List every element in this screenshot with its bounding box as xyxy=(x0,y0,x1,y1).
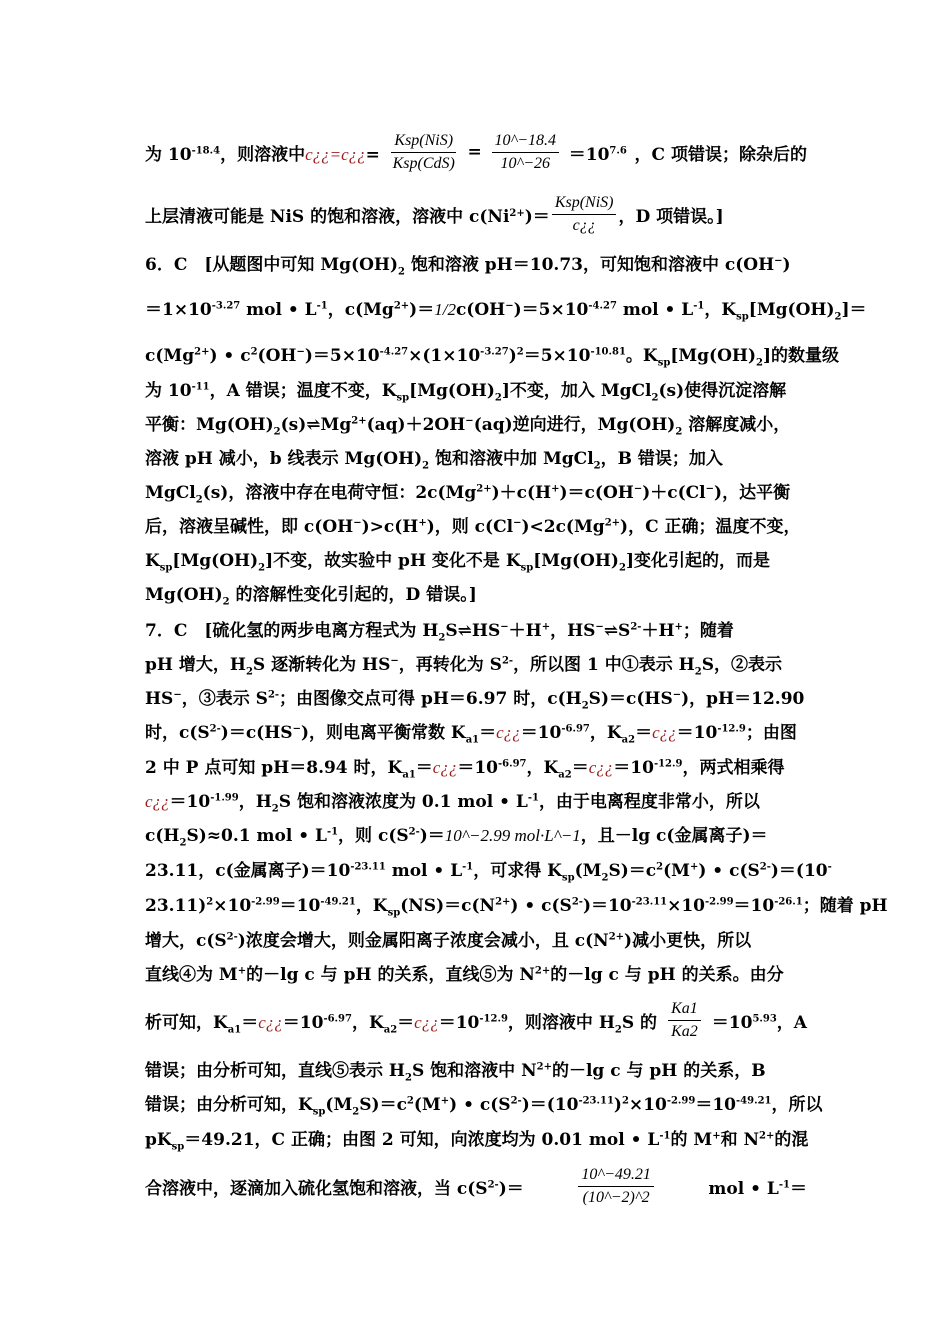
text-line: MgCl$_2$(s)，溶液中存在电荷守恒：$2c(Mg^{2+})+c(H^+)=c(OH^-)+c(Cl^-)$，达平衡 xyxy=(145,482,791,505)
text-line: 平衡：$Mg(OH)_2(s)\rightleftharpoons Mg^{2+}(aq)+2OH^-(aq)$逆向进行，$Mg(OH)_2$ 溶解度减小， xyxy=(145,414,791,437)
text-line: $pK_{sp}=49.21$，C 正确；由图 2 可知，向浓度均为 0.01 mol • $L^{-1}$的 M+和 $N^{2+}$的混 xyxy=(145,1129,809,1152)
fraction-powers-final xyxy=(578,1166,654,1207)
text-line: 7．C [硫化氢的两步电离方程式为 $H_2S\rightleftharpoons HS^-+H^+$，$HS^-\rightleftharpoons S^{2-}+H^+$；随着 xyxy=(145,620,734,643)
fraction-numerator: Ksp(NiS) xyxy=(391,132,456,153)
fraction-denominator: c¿¿ xyxy=(572,216,596,234)
text-line: pH 增大，$H_2S$ 逐渐转化为 HS−，再转化为 $S^{2-}$，所以图 1 中①表示 $H_2S$，②表示 xyxy=(145,654,782,677)
fraction-numerator: Ka1 xyxy=(668,1000,701,1021)
fraction-denominator: (10^−2)^2 xyxy=(582,1188,650,1206)
text-line: 23.11，c(金属离子)$=10^{-23.11}$ mol • $L^{-1}$，可求得 $K_{sp}(M_2S)=c^2(M^+)$ • $c(S^{2-})=(10^-$ xyxy=(145,860,832,883)
text-line: $23.11)^2\times 10^{-2.99}=10^{-49.21}$，$K_{sp}(NS)=c(N^{2+})$ • $c(S^{2-})=10^{-23.11}\times 10^{-2.99}=10^{-26.1}$；随着 pH xyxy=(145,895,888,918)
fraction-numerator: Ksp(NiS) xyxy=(552,194,617,215)
text-line: 为 $10^{-18.4}$，则溶液中c¿¿=c¿¿= $\frac{\text{Ksp(NiS)}}{\text{Ksp(CdS)}}$ = $\frac{10\^{}-18.4}{10\^{}-26}$ $=10^{7.6}$ ，C 项错误；除杂后的 xyxy=(145,131,807,172)
text-line: $Mg(OH)_2$ 的溶解性变化引起的，D 错误。] xyxy=(145,584,477,607)
text-line: 6．C [从题图中可知 $Mg(OH)_2$ 饱和溶液 pH＝10.73，可知饱和溶液中 c(OH−) xyxy=(145,254,791,277)
fraction-powers xyxy=(492,132,560,173)
text-line: 错误；由分析可知，直线⑤表示 $H_2S$ 饱和溶液中 $N^{2+}$的－lg c 与 pH 的关系，B xyxy=(145,1060,766,1083)
text-line: 合溶液中，逐滴加入硫化氢饱和溶液，当 $c(S^{2-})=$ $\frac{10\^{}-49.21}{(10\^{}-2)\^{}2}$ mol • $L^{-1}=$ xyxy=(145,1165,807,1206)
text-line: 上层清液可能是 NiS 的饱和溶液，溶液中 c(Ni 2+ )＝ $\frac{\text{Ksp(NiS)}}{c¿¿}$ ，D 项错误。] xyxy=(145,193,724,234)
text-line: $c(Mg^{2+})$ • $c^2(OH^-)=5\times 10^{-4.27}\times(1\times 10^{-3.27})^2=5\times 10^{-10.81}$。$K_{sp}[Mg(OH)_2]$的数量级 xyxy=(145,345,840,368)
text-line: 溶液 pH 减小，b 线表示 $Mg(OH)_2$ 饱和溶液中加 MgCl$_2$，B 错误；加入 xyxy=(145,448,723,471)
text-line: $K_{sp}[Mg(OH)_2]$不变，故实验中 pH 变化不是 $K_{sp}[Mg(OH)_2]$变化引起的，而是 xyxy=(145,550,770,573)
fraction-numerator: 10^−18.4 xyxy=(492,132,560,153)
text-line: $c(H_2S)\approx 0.1$ mol • $L^{-1}$，则 $c(S^{2-})=10\^{}-2.99$ mol·L^−1，且－lg c(金属离子)＝ xyxy=(145,825,768,848)
text-line: 错误；由分析可知，$K_{sp}(M_2S)=c^2(M^+)$ • $c(S^{2-})=(10^{-23.11})^2\times 10^{-2.99}=10^{-49.21}$，所以 xyxy=(145,1094,823,1117)
text-line: 直线④为 M+的－lg c 与 pH 的关系，直线⑤为 $N^{2+}$的－lg c 与 pH 的关系。由分 xyxy=(145,964,784,985)
text-line: 时，$c(S^{2-})=c(HS^-)$，则电离平衡常数 $K_{a1}=c¿¿=10^{-6.97}$，$K_{a2}=c¿¿=10^{-12.9}$；由图 xyxy=(145,722,797,745)
fraction-denominator: 10^−26 xyxy=(500,154,551,172)
fraction-denominator: Ka2 xyxy=(671,1022,698,1040)
text-line: HS−，③表示 $S^{2-}$；由图像交点可得 pH＝6.97 时，$c(H_2S)=c(HS^-)$，pH＝12.90 xyxy=(145,688,805,711)
fraction-ksp xyxy=(390,132,458,173)
text-line: $c¿¿=10^{-1.99}$，$H_2S$ 饱和溶液浓度为 0.1 mol • $L^{-1}$，由于电离程度非常小，所以 xyxy=(145,791,760,814)
fraction-denominator: Ksp(CdS) xyxy=(392,154,455,172)
text-line: 后，溶液呈碱性，即 c(OH−)>c(H+)，则 $c(Cl^-)<2c(Mg^{2+})$，C 正确；温度不变， xyxy=(145,516,801,537)
fraction-ksp-nis xyxy=(552,194,617,235)
text-line: 增大，$c(S^{2-})$浓度会增大，则金属阳离子浓度会减小，且 $c(N^{2+})$减小更快，所以 xyxy=(145,930,752,951)
text-line: 析可知，$K_{a1}=c¿¿=10^{-6.97}$，$K_{a2}=c¿¿=10^{-12.9}$，则溶液中 $H_2S$ 的 $\frac{Ka1}{Ka2}$ $=10^{5.93}$，A xyxy=(145,999,807,1040)
text-line: $=1\times 10^{-3.27}$ mol • $L^{-1}$，$c(Mg^{2+})=1/2c(OH^-)=5\times 10^{-4.27}$ mol • $L^{-1}$，$K_{sp}[Mg(OH)_2]=$ xyxy=(145,299,867,322)
text-line: 2 中 P 点可知 pH＝8.94 时，$K_{a1}=c¿¿=10^{-6.97}$，$K_{a2}=c¿¿=10^{-12.9}$，两式相乘得 xyxy=(145,757,785,780)
text-line: 为 $10^{-11}$，A 错误；温度不变，$K_{sp}[Mg(OH)_2]$不变，加入 MgCl$_2$(s)使得沉淀溶解 xyxy=(145,380,787,403)
fraction-ka1-ka2 xyxy=(668,1000,701,1041)
fraction-numerator: 10^−49.21 xyxy=(578,1166,654,1187)
